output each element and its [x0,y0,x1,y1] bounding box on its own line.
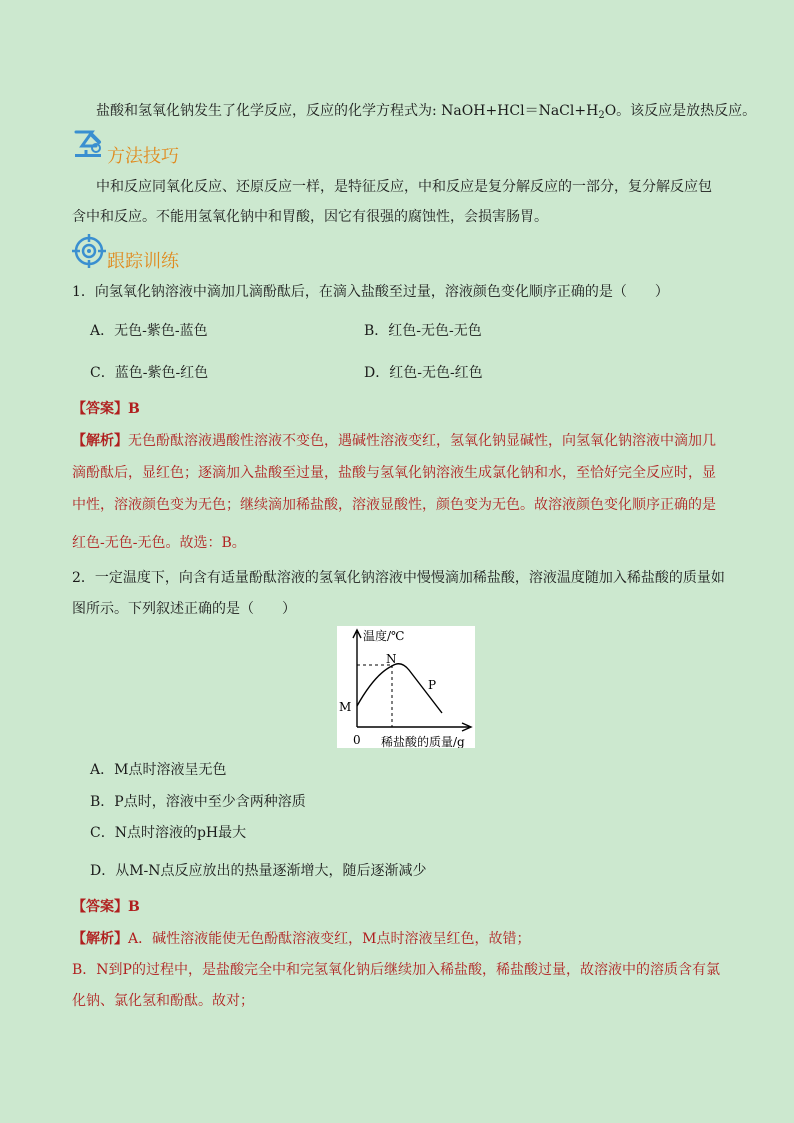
q1-analysis-line-4: 红色-无色-无色。故选：B。 [72,535,246,551]
method-title: 方法技巧 [107,146,179,167]
q2-analysis-line-1 [72,930,530,948]
curve-rise [357,666,392,706]
graph-point-m: M [339,700,352,714]
q2-analysis-line-2: B．N到P的过程中，是盐酸完全中和完氢氧化钠后继续加入稀盐酸，稀盐酸过量，故溶液中的溶质含有氯 [72,962,720,978]
q1-analysis-label: 【解析】 [72,433,128,449]
q1-option-a: A．无色-紫色-蓝色 [90,323,208,339]
intro-text-a: 盐酸和氢氧化钠发生了化学反应，反应的化学方程式为: NaOH+HCl＝NaCl+H [96,103,599,119]
temperature-graph [337,626,475,748]
intro-subscript: 2 [598,110,605,121]
q2-option-b: B．P点时，溶液中至少含两种溶质 [90,794,306,810]
q1-analysis-text-1: 无色酚酞溶液遇酸性溶液不变色，遇碱性溶液变红，氢氧化钠显碱性，向氢氧化钠溶液中滴加几 [128,433,716,449]
microscope-icon [72,128,106,164]
intro-text-b: O。该反应是放热反应。 [604,103,757,119]
q1-stem: 1．向氢氧化钠溶液中滴加几滴酚酞后，在滴入盐酸至过量，溶液颜色变化顺序正确的是（ ） [72,284,669,300]
graph-origin: 0 [353,733,361,747]
q2-answer: 【答案】B [72,899,140,915]
intro-text [96,102,756,125]
q2-stem-line-1: 2．一定温度下，向含有适量酚酞溶液的氢氧化钠溶液中慢慢滴加稀盐酸，溶液温度随加入稀盐酸的质量如 [72,570,725,586]
q1-analysis-line-3: 中性，溶液颜色变为无色；继续滴加稀盐酸，溶液显酸性，颜色变为无色。故溶液颜色变化顺序正确的是 [72,497,716,513]
q1-option-c: C．蓝色-紫色-红色 [90,365,209,381]
q2-stem-line-2: 图所示。下列叙述正确的是（ ） [72,601,296,617]
q1-analysis-line-1 [72,432,716,450]
q2-option-c: C．N点时溶液的pH最大 [90,825,247,841]
q1-option-d: D．红色-无色-红色 [364,365,483,381]
method-line-1: 中和反应同氧化反应、还原反应一样，是特征反应，中和反应是复分解反应的一部分，复分解反应包 [96,179,712,195]
q2-option-d: D．从M-N点反应放出的热量逐渐增大，随后逐渐减少 [90,863,427,879]
q1-option-b: B．红色-无色-无色 [364,323,482,339]
q1-answer: 【答案】B [72,401,140,417]
practice-title: 跟踪训练 [107,251,179,272]
graph-point-n: N [386,652,397,666]
q2-analysis-line-3: 化钠、氯化氢和酚酞。故对； [72,993,254,1009]
method-line-2: 含中和反应。不能用氢氧化钠中和胃酸，因它有很强的腐蚀性，会损害肠胃。 [72,209,548,225]
q2-analysis-text-1: A．碱性溶液能使无色酚酞溶液变红，M点时溶液呈红色，故错； [128,931,531,947]
graph-point-p: P [428,678,437,692]
target-icon [72,234,106,272]
q2-option-a: A．M点时溶液呈无色 [90,762,227,778]
graph-ylabel: 温度/℃ [363,629,405,643]
graph-xlabel: 稀盐酸的质量/g [381,735,465,748]
q1-analysis-line-2: 滴酚酞后，显红色；逐滴加入盐酸至过量，盐酸与氢氧化钠溶液生成氯化钠和水，至恰好完全反应时，显 [72,465,716,481]
q2-analysis-label: 【解析】 [72,931,128,947]
